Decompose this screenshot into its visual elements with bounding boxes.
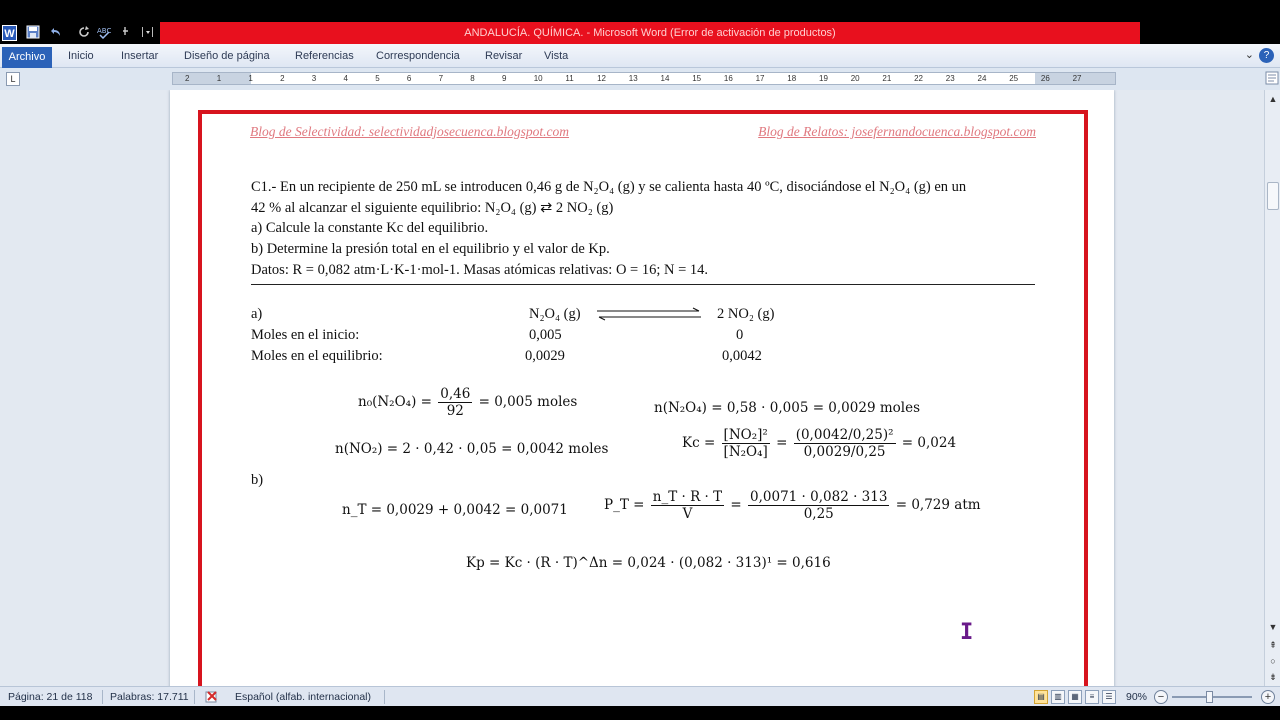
web-layout-icon[interactable]: ▦ — [1068, 690, 1082, 704]
tab-inicio[interactable]: Inicio — [68, 50, 94, 62]
ruler-tick-label: 7 — [438, 74, 444, 83]
document-page[interactable] — [170, 90, 1114, 686]
problem-line-4: b) Determine la presión total en el equilibrio y el valor de Kp. — [251, 241, 610, 257]
eq6-denominator-2: 0,25 — [803, 506, 834, 522]
zoom-level[interactable]: 90% — [1126, 691, 1148, 703]
eq4-fraction-2 — [794, 427, 896, 460]
equilibrium-arrow-icon — [595, 307, 703, 326]
touch-mode-icon[interactable] — [120, 25, 132, 41]
tab-vista[interactable]: Vista — [544, 50, 569, 62]
ruler-tick-label: 19 — [819, 74, 828, 83]
row-inicio-no2: 0 — [736, 327, 744, 343]
species-left: N₂O₄ (g) — [529, 306, 581, 322]
ruler-tick-label: 18 — [787, 74, 797, 83]
zoom-in-icon[interactable]: + — [1261, 690, 1275, 704]
tab-correspondencia[interactable]: Correspondencia — [376, 50, 460, 62]
ruler-tick-label: 3 — [311, 74, 317, 83]
ruler-ticks — [173, 73, 1115, 84]
ruler-tick-label: 9 — [502, 74, 507, 83]
row-equilibrio-n2o4: 0,0029 — [525, 348, 565, 364]
header-blog-selectividad[interactable]: Blog de Selectividad: selectividadjosecuenca.blogspot.com — [250, 124, 570, 139]
ruler-bar — [0, 68, 1280, 90]
eq4-equals: = — [776, 435, 788, 451]
header-blog-relatos[interactable]: Blog de Relatos: josefernandocuenca.blogspot.com — [758, 124, 1036, 139]
row-equilibrio-no2: 0,0042 — [722, 348, 762, 364]
equation-initial-moles — [358, 386, 577, 419]
scroll-down-icon[interactable]: ▼ — [1268, 622, 1278, 632]
ruler-tick-label: 11 — [565, 74, 574, 83]
part-b-label: b) — [251, 472, 264, 488]
tab-archivo[interactable]: Archivo — [2, 47, 52, 68]
species-right: 2 NO₂ (g) — [717, 306, 775, 322]
part-a-label: a) — [251, 306, 263, 322]
ruler-tick-label: 6 — [406, 74, 412, 83]
word-count[interactable]: Palabras: 17.711 — [110, 691, 189, 703]
problem-line-5: Datos: R = 0,082 atm·L·K-1·mol-1. Masas atómicas relativas: O = 16; N = 14. — [251, 262, 709, 278]
row-inicio-n2o4: 0,005 — [529, 327, 562, 343]
title-bar — [0, 22, 1280, 44]
status-separator — [194, 690, 195, 704]
eq4-rhs: = 0,024 — [901, 435, 957, 451]
page-border — [198, 110, 1088, 686]
tab-revisar[interactable]: Revisar — [485, 50, 523, 62]
window-title: ANDALUCÍA. QUÍMICA. - Microsoft Word (Error de activación de productos) — [160, 22, 1140, 44]
eq1-numerator: 0,46 — [440, 386, 471, 402]
section-divider — [251, 284, 1035, 285]
ruler-tick-label: 13 — [628, 74, 638, 83]
chevron-down-icon[interactable]: ⌄ — [1244, 49, 1254, 61]
ruler-tick-label: 2 — [280, 74, 285, 83]
status-separator — [384, 690, 385, 704]
eq6-rhs: = 0,729 atm — [895, 497, 981, 513]
zoom-out-icon[interactable]: − — [1154, 690, 1168, 704]
eq4-lhs: Kc = — [682, 435, 716, 451]
ruler-tick-label: 22 — [914, 74, 923, 83]
undo-icon[interactable] — [48, 25, 62, 41]
eq4-denominator-2: 0,0029/0,25 — [803, 444, 886, 460]
ruler-tick-label: 23 — [945, 74, 955, 83]
word-app-icon[interactable]: W — [2, 25, 17, 41]
help-icon[interactable]: ? — [1259, 48, 1274, 63]
eq6-numerator-2: 0,0071 · 0,082 · 313 — [750, 489, 888, 505]
text-cursor-icon: I — [960, 620, 974, 645]
ruler-tick-label: 12 — [597, 74, 606, 83]
proofing-icon[interactable] — [204, 687, 220, 707]
eq6-fraction-2 — [748, 489, 889, 522]
ruler-tick-label: 8 — [470, 74, 475, 83]
problem-line-3: a) Calcule la constante Kc del equilibrio. — [251, 220, 489, 236]
ruler-tick-label: 21 — [882, 74, 892, 83]
eq4-fraction-1 — [722, 427, 770, 460]
status-bar — [0, 686, 1280, 706]
ruler-toggle-icon[interactable] — [1264, 70, 1280, 88]
eq6-equals: = — [730, 497, 742, 513]
status-separator — [102, 690, 103, 704]
eq1-rhs: = 0,005 moles — [478, 394, 578, 410]
ruler-tick-label: 26 — [1040, 74, 1050, 83]
equation-kc — [682, 427, 956, 460]
scroll-thumb[interactable] — [1267, 182, 1279, 210]
ruler-tick-label: 4 — [343, 74, 348, 83]
document-area[interactable] — [0, 90, 1264, 686]
customize-quick-access-icon[interactable] — [140, 25, 154, 41]
ruler-tick-label: 24 — [977, 74, 987, 83]
horizontal-ruler[interactable] — [172, 72, 1116, 85]
svg-text:ABC: ABC — [97, 27, 111, 35]
browse-object-icon[interactable]: ○ — [1270, 656, 1276, 666]
page-count[interactable]: Página: 21 de 118 — [8, 691, 93, 703]
tab-referencias[interactable]: Referencias — [295, 50, 354, 62]
print-layout-view-icon[interactable]: ▤ — [1034, 690, 1048, 704]
scroll-up-icon[interactable]: ▲ — [1268, 94, 1278, 104]
equation-total-pressure — [604, 489, 981, 522]
tab-stop-selector[interactable]: L — [6, 72, 20, 86]
vertical-scrollbar[interactable] — [1264, 90, 1280, 686]
eq4-numerator-1: [NO₂]² — [723, 427, 768, 443]
full-screen-reading-icon[interactable]: ▥ — [1051, 690, 1065, 704]
equation-total-moles: n_T = 0,0029 + 0,0042 = 0,0071 — [342, 502, 568, 518]
row-inicio-label: Moles en el inicio: — [251, 327, 360, 343]
equation-kp: Kp = Kc · (R · T)^Δn = 0,024 · (0,082 · 313)¹ = 0,616 — [466, 555, 831, 571]
draft-view-icon[interactable]: ☰ — [1102, 690, 1116, 704]
ruler-tick-label: 15 — [692, 74, 702, 83]
ruler-tick-label: 1 — [216, 74, 222, 83]
eq6-numerator-1: n_T · R · T — [652, 489, 723, 505]
ruler-tick-label: 20 — [850, 74, 860, 83]
eq1-lhs: n₀(N₂O₄) = — [358, 394, 432, 410]
ruler-tick-label: 16 — [723, 74, 733, 83]
equation-n2o4-equilibrium: n(N₂O₄) = 0,58 · 0,005 = 0,0029 moles — [654, 400, 920, 416]
ruler-tick-label: 27 — [1072, 74, 1082, 83]
ruler-tick-label: 14 — [660, 74, 670, 83]
tab-diseno-de-pagina[interactable]: Diseño de página — [184, 50, 270, 62]
ruler-tick-label: 17 — [755, 74, 765, 83]
language-indicator[interactable]: Español (alfab. internacional) — [235, 691, 371, 703]
eq6-fraction-1 — [651, 489, 724, 522]
equation-no2-equilibrium: n(NO₂) = 2 · 0,42 · 0,05 = 0,0042 moles — [335, 441, 609, 457]
ruler-tick-label: 2 — [185, 74, 190, 83]
previous-page-icon[interactable]: ⇞ — [1269, 640, 1277, 650]
problem-line-2: 42 % al alcanzar el siguiente equilibrio: N₂O₄ (g) ⇄ 2 NO₂ (g) — [251, 200, 614, 216]
eq4-denominator-1: [N₂O₄] — [723, 444, 768, 460]
eq1-fraction — [438, 386, 472, 419]
row-equilibrio-label: Moles en el equilibrio: — [251, 348, 383, 364]
eq1-denominator: 92 — [446, 403, 464, 419]
save-icon[interactable] — [26, 25, 40, 41]
tab-insertar[interactable]: Insertar — [121, 50, 159, 62]
spelling-icon[interactable] — [97, 25, 111, 41]
ruler-tick-label: 5 — [375, 74, 380, 83]
eq4-numerator-2: (0,0042/0,25)² — [795, 427, 894, 443]
ribbon-tabs — [0, 44, 1280, 68]
outline-view-icon[interactable]: ≡ — [1085, 690, 1099, 704]
next-page-icon[interactable]: ⇟ — [1269, 672, 1277, 682]
ruler-tick-label: 10 — [533, 74, 543, 83]
ruler-tick-label: 25 — [1009, 74, 1019, 83]
ruler-tick-label: 1 — [248, 74, 253, 83]
eq6-lhs: P_T = — [604, 497, 645, 513]
redo-icon[interactable] — [78, 25, 90, 41]
problem-line-1: C1.- En un recipiente de 250 mL se introducen 0,46 g de N₂O₄ (g) y se calienta hasta 40 ºC, disociándose el N₂O₄ (g) en un — [251, 179, 967, 195]
eq6-denominator-1: V — [682, 506, 693, 522]
zoom-slider-thumb[interactable] — [1206, 691, 1213, 703]
